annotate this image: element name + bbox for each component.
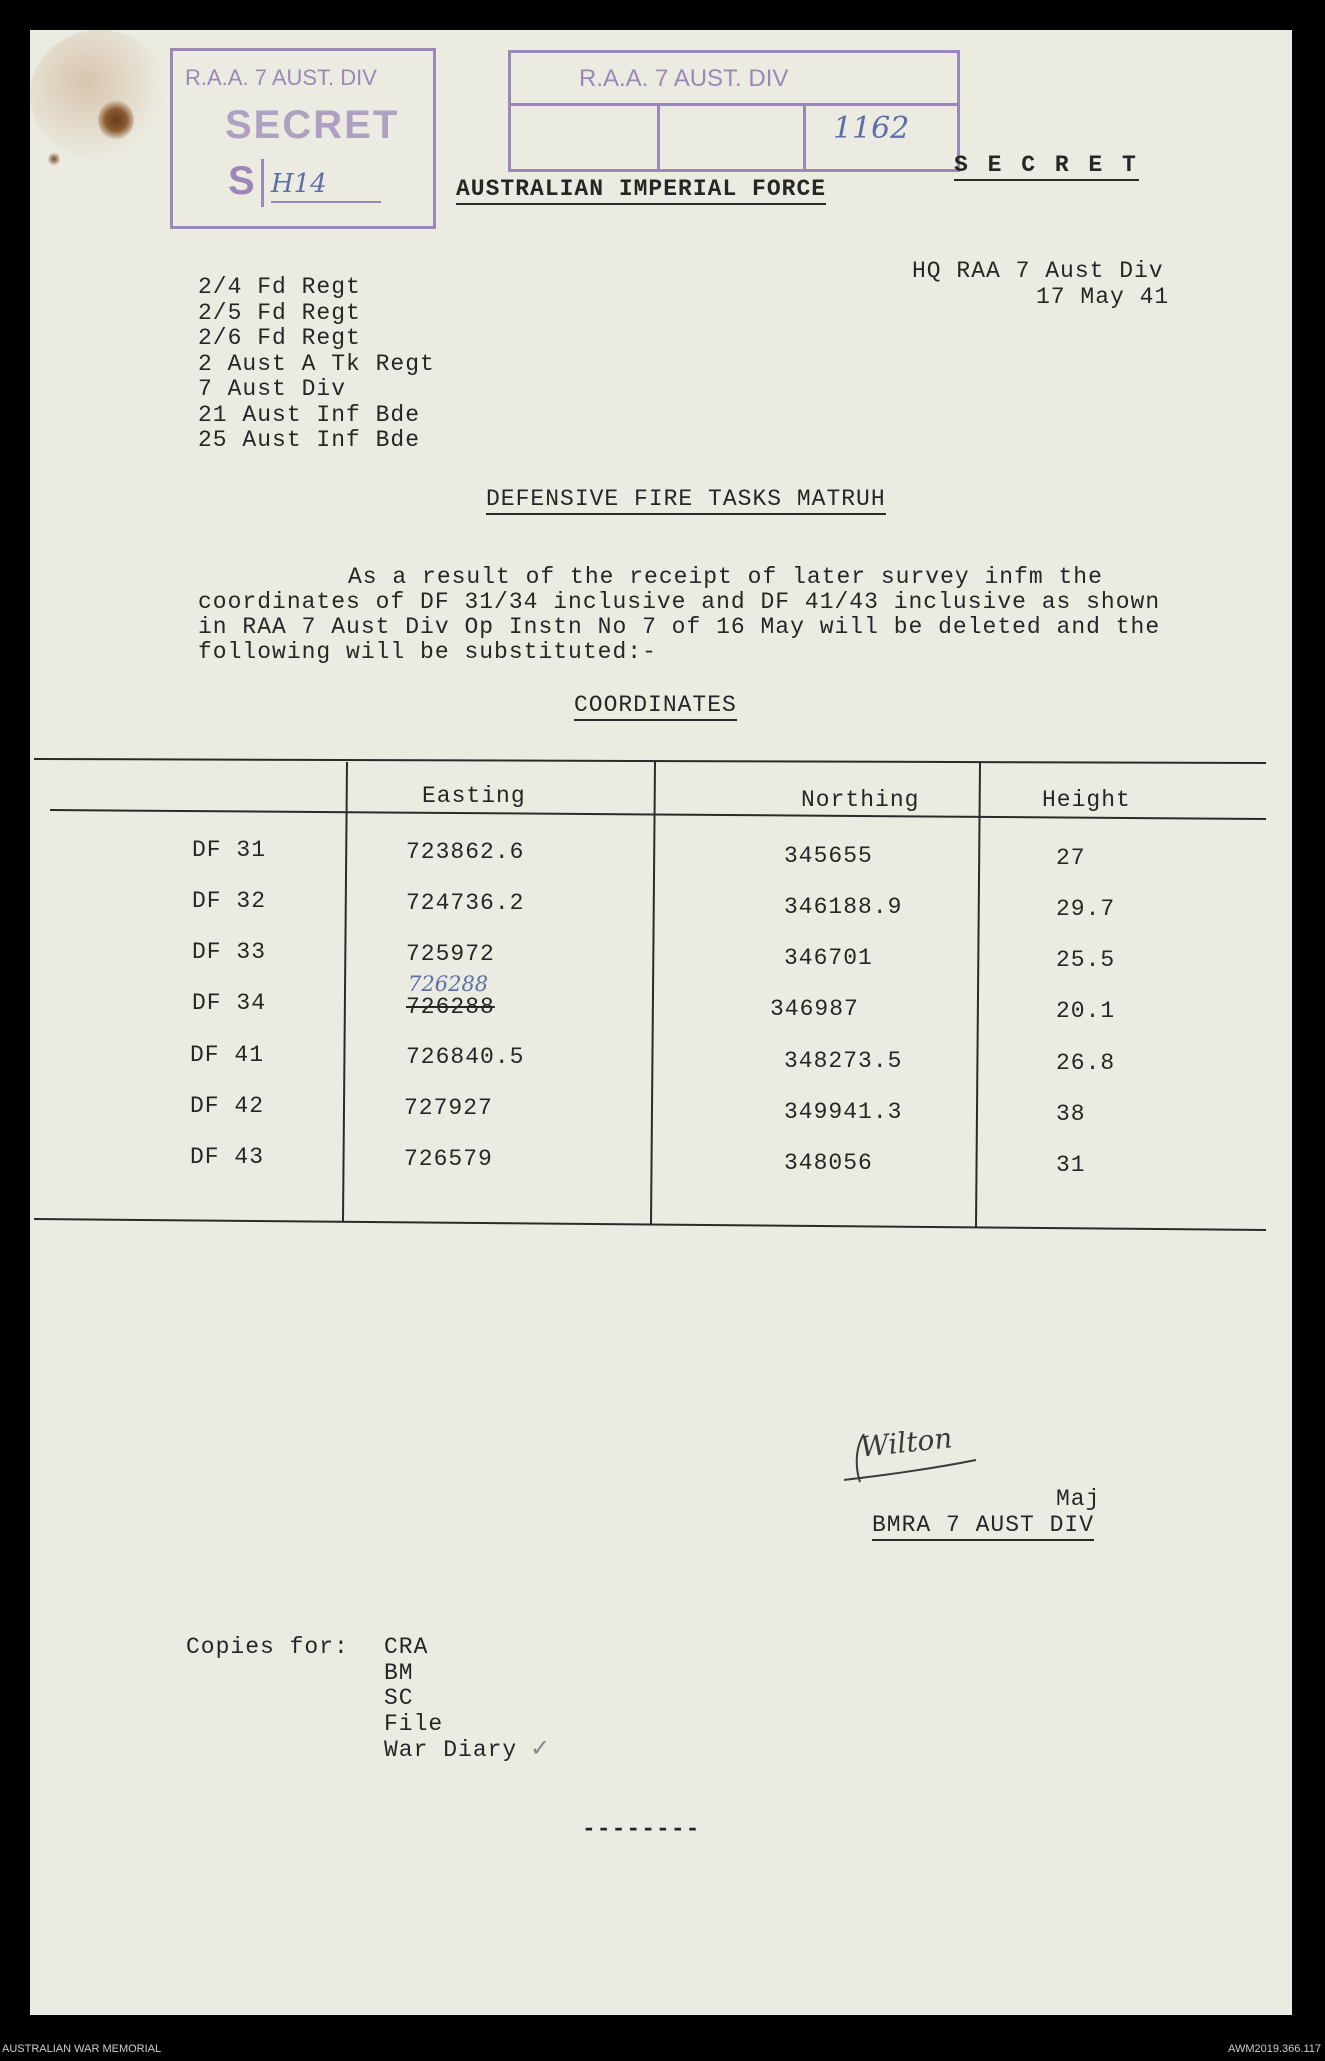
cell-northing: 348056 xyxy=(784,1150,873,1176)
cell-northing: 345655 xyxy=(784,843,873,869)
copy-recipient: War Diary xyxy=(384,1737,518,1763)
classification-marking: S E C R E T xyxy=(954,152,1139,181)
cell-task: DF 32 xyxy=(192,888,267,914)
cell-northing: 346987 xyxy=(770,996,859,1022)
signature-rank: Maj xyxy=(1056,1486,1101,1512)
center-stamp-line1: R.A.A. 7 AUST. DIV xyxy=(579,65,789,92)
cell-easting: 724736.2 xyxy=(406,890,525,916)
body-line: in RAA 7 Aust Div Op Instn No 7 of 16 May will be deleted and the xyxy=(198,614,1161,640)
cell-easting: 726840.5 xyxy=(406,1044,525,1070)
cell-easting: 727927 xyxy=(404,1095,493,1121)
tick-icon: ✓ xyxy=(530,1734,551,1762)
left-stamp-line2: SECRET xyxy=(225,103,400,147)
cell-task: DF 41 xyxy=(190,1042,265,1068)
cell-task: DF 33 xyxy=(192,939,267,965)
cell-height: 29.7 xyxy=(1056,896,1116,922)
cell-height: 26.8 xyxy=(1056,1050,1116,1076)
body-line: As a result of the receipt of later survey infm the xyxy=(348,564,1103,590)
col-header-northing: Northing xyxy=(801,787,920,813)
signature-scrawl: Wilton xyxy=(858,1421,954,1464)
copies-label: Copies for: xyxy=(186,1634,349,1660)
document-page xyxy=(30,30,1292,2015)
table-col-divider xyxy=(976,763,980,1227)
subject-heading: DEFENSIVE FIRE TASKS MATRUH xyxy=(486,486,886,515)
table-col-divider xyxy=(651,762,655,1224)
addressee: 2/5 Fd Regt xyxy=(198,300,361,326)
addressee: 2/6 Fd Regt xyxy=(198,325,361,351)
cell-northing: 346701 xyxy=(784,945,873,971)
cell-task: DF 43 xyxy=(190,1144,265,1170)
date-line: 17 May 41 xyxy=(1036,284,1170,310)
force-heading: AUSTRALIAN IMPERIAL FORCE xyxy=(456,176,826,205)
cell-task: DF 31 xyxy=(192,837,267,863)
cell-task: DF 42 xyxy=(190,1093,265,1119)
body-line: following will be substituted:- xyxy=(198,639,657,665)
cell-easting: 723862.6 xyxy=(406,839,525,865)
table-title: COORDINATES xyxy=(574,692,737,721)
copy-recipient: SC xyxy=(384,1685,414,1711)
cell-height: 38 xyxy=(1056,1101,1086,1127)
cell-height: 25.5 xyxy=(1056,947,1116,973)
cell-height: 20.1 xyxy=(1056,998,1116,1024)
left-stamp-line1: R.A.A. 7 AUST. DIV xyxy=(185,65,377,90)
copy-recipient: CRA xyxy=(384,1634,429,1660)
end-mark: -------- xyxy=(582,1816,701,1842)
center-stamp-handwritten: 1162 xyxy=(833,111,910,146)
cell-northing: 348273.5 xyxy=(784,1048,903,1074)
addressee: 2/4 Fd Regt xyxy=(198,274,361,300)
addressee: 7 Aust Div xyxy=(198,376,347,402)
correction-handwritten: 726288 xyxy=(408,972,489,996)
cell-height: 27 xyxy=(1056,845,1086,871)
left-stamp-mark: S xyxy=(228,159,255,203)
addressee: 21 Aust Inf Bde xyxy=(198,402,421,428)
cell-northing: 346188.9 xyxy=(784,894,903,920)
cell-easting: 726288 xyxy=(406,994,495,1020)
footer-credit: AUSTRALIAN WAR MEMORIAL xyxy=(2,2043,162,2055)
table-top-rule xyxy=(34,759,1266,763)
copy-recipient: File xyxy=(384,1711,444,1737)
left-stamp-handwritten: H14 xyxy=(271,169,327,199)
signature-stroke xyxy=(836,1430,986,1490)
cell-task: DF 34 xyxy=(192,990,267,1016)
copy-recipient: BM xyxy=(384,1660,414,1686)
cell-easting: 726579 xyxy=(404,1146,493,1172)
cell-height: 31 xyxy=(1056,1152,1086,1178)
footer-catalogue-number: AWM2019.366.117 xyxy=(1228,2043,1321,2055)
addressee: 2 Aust A Tk Regt xyxy=(198,351,435,377)
col-header-height: Height xyxy=(1042,787,1131,813)
addressee: 25 Aust Inf Bde xyxy=(198,427,421,453)
table-col-divider xyxy=(343,762,347,1222)
cell-easting: 725972 xyxy=(406,941,495,967)
origin-line: HQ RAA 7 Aust Div xyxy=(912,258,1164,284)
col-header-easting: Easting xyxy=(422,783,526,809)
body-line: coordinates of DF 31/34 inclusive and DF 41/43 inclusive as shown xyxy=(198,589,1161,615)
signature-appointment: BMRA 7 AUST DIV xyxy=(872,1512,1094,1541)
table-bottom-rule xyxy=(34,1219,1266,1230)
cell-northing: 349941.3 xyxy=(784,1099,903,1125)
